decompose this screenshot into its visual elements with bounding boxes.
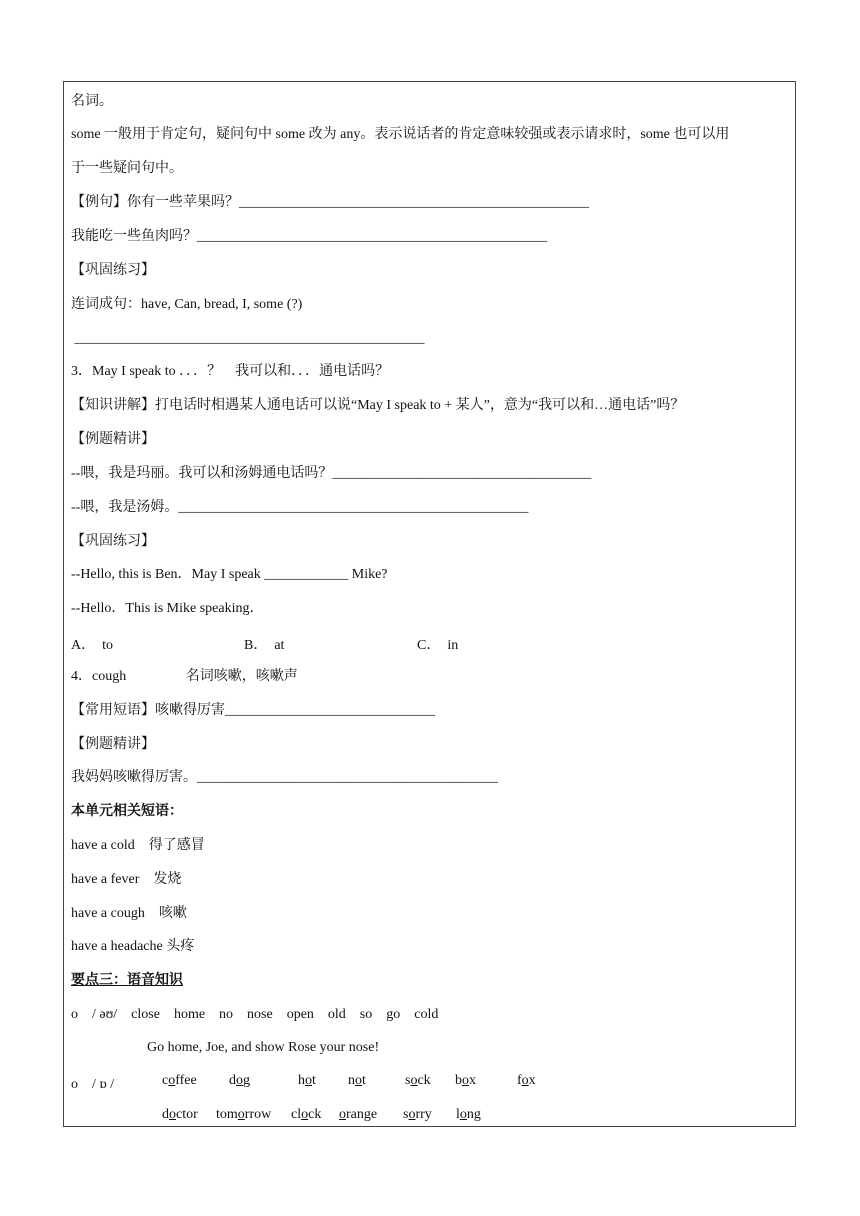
exercise-question: --Hello．This is Mike speaking． bbox=[71, 601, 264, 616]
phonics-word: fox bbox=[517, 1073, 536, 1088]
section-heading: 【例题精讲】 bbox=[71, 432, 155, 447]
key-point-three-heading: 要点三：语音知识 bbox=[71, 973, 183, 988]
phonics-word: box bbox=[455, 1073, 476, 1088]
phrase-exercise: 【常用短语】咳嗽得厉害______________________________ bbox=[71, 703, 435, 718]
phonics-word: dog bbox=[229, 1073, 250, 1088]
text-line: 名词。 bbox=[71, 94, 113, 109]
phonics-word: coffee bbox=[162, 1073, 197, 1088]
example-sentence: --喂，我是玛丽。我可以和汤姆通电话吗？_____________________________________ bbox=[71, 466, 592, 481]
point-heading: 3．May I speak to ．．．？ 我可以和．．．通电话吗？ bbox=[71, 364, 390, 379]
phonics-label: o / ɒ / bbox=[71, 1077, 115, 1092]
phonics-word: clock bbox=[291, 1107, 322, 1122]
phonics-word: doctor bbox=[162, 1107, 198, 1122]
point-heading: 4．cough 名词咳嗽，咳嗽声 bbox=[71, 669, 298, 684]
section-heading: 【巩固练习】 bbox=[71, 263, 155, 278]
phonics-word: long bbox=[456, 1107, 481, 1122]
phonics-word: not bbox=[348, 1073, 366, 1088]
answer-blank: __________________________________________________ bbox=[71, 331, 425, 346]
option-b: B． at bbox=[244, 638, 285, 653]
phonics-word: sorry bbox=[403, 1107, 432, 1122]
phonics-word: sock bbox=[405, 1073, 431, 1088]
text-line: 于一些疑问句中。 bbox=[71, 161, 183, 176]
example-sentence: 我妈妈咳嗽得厉害。___________________________________________ bbox=[71, 770, 498, 785]
phrase-item: have a cough 咳嗽 bbox=[71, 906, 187, 921]
phrase-item: have a headache 头疼 bbox=[71, 939, 195, 954]
exercise-prompt: 连词成句：have, Can, bread, I, some (?) bbox=[71, 297, 303, 312]
example-sentence: 【例句】你有一些苹果吗？__________________________________________________ bbox=[71, 195, 589, 210]
phonics-row: o / əʊ/ close home no nose open old so go cold bbox=[71, 1007, 439, 1022]
section-heading: 【巩固练习】 bbox=[71, 534, 155, 549]
phrase-item: have a cold 得了感冒 bbox=[71, 838, 205, 853]
phonics-word: hot bbox=[298, 1073, 316, 1088]
unit-phrases-heading: 本单元相关短语： bbox=[71, 804, 183, 819]
section-heading: 【例题精讲】 bbox=[71, 737, 155, 752]
option-a: A． to bbox=[71, 638, 113, 653]
example-sentence: 我能吃一些鱼肉吗？__________________________________________________ bbox=[71, 229, 547, 244]
option-c: C． in bbox=[417, 638, 459, 653]
tongue-twister: Go home, Joe, and show Rose your nose! bbox=[147, 1040, 380, 1055]
exercise-question: --Hello, this is Ben．May I speak ____________ Mike? bbox=[71, 567, 388, 582]
phonics-word: tomorrow bbox=[216, 1107, 272, 1122]
phonics-word: orange bbox=[339, 1107, 378, 1122]
example-sentence: --喂，我是汤姆。__________________________________________________ bbox=[71, 500, 529, 515]
text-line: some 一般用于肯定句，疑问句中 some 改为 any。表示说话者的肯定意味较强或表示请求时，some 也可以用 bbox=[71, 127, 730, 142]
phrase-item: have a fever 发烧 bbox=[71, 872, 182, 887]
explanation: 【知识讲解】打电话时相遇某人通电话可以说“May I speak to + 某人”，意为“我可以和…通电话”吗？ bbox=[71, 398, 685, 413]
